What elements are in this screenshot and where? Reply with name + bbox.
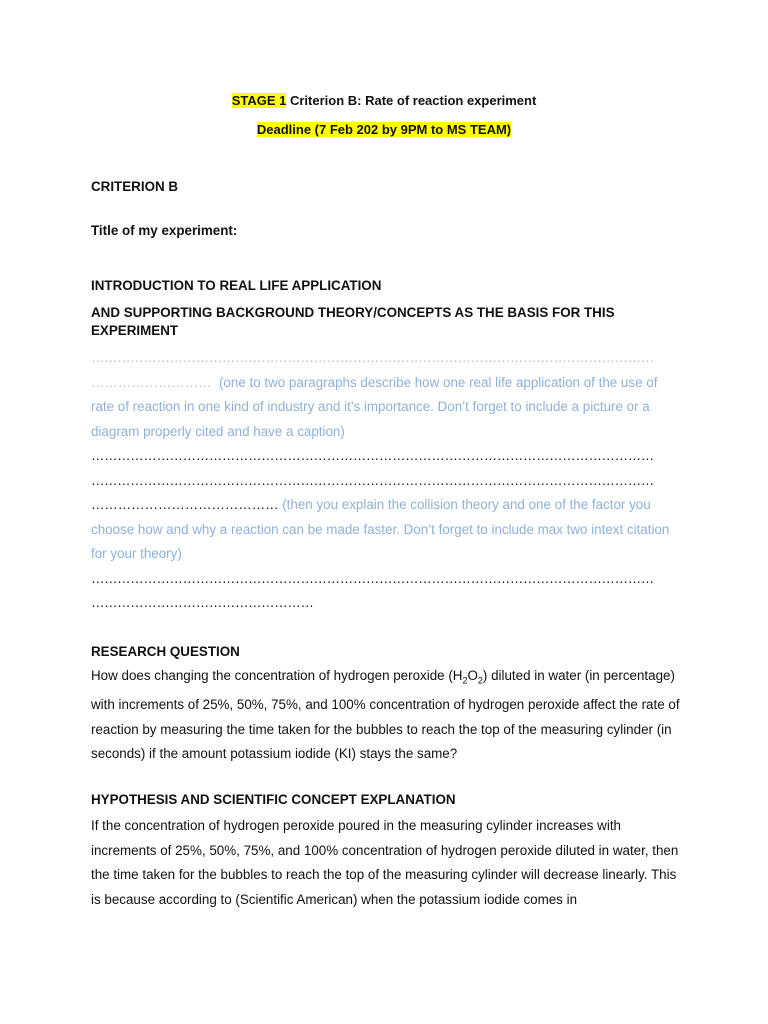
dotted-line: …………………………………………………………………………………………………………………: [91, 350, 654, 365]
research-text-start: How does changing the concentration of hydrogen peroxide (H: [91, 668, 463, 683]
intro-heading-1: INTRODUCTION TO REAL LIFE APPLICATION: [91, 278, 382, 293]
research-text-end: ) diluted in water (in percentage) with increments of 25%, 50%, 75%, and 100% concentration of hydrogen peroxide affect the rate of reaction by measuring the time taken for the bubbles to reach the top of the measuring cylinder (in seconds) if the amount potassium iodide (KI) stays the same?: [91, 668, 680, 762]
deadline-text: Deadline (7 Feb 202 by 9PM to MS TEAM): [256, 122, 512, 137]
guidance-paragraph-1: [91, 371, 681, 445]
stage-label: STAGE 1: [231, 93, 287, 108]
stage-title-line: [0, 93, 768, 108]
guidance-text-1: (one to two paragraphs describe how one real life application of the use of rate of reaction in one kind of industry and it’s importance. Don’t forget to include a picture or a diagram properly cited and have a caption): [91, 374, 658, 439]
research-text-mid: O: [467, 668, 478, 683]
dotted-line: …………………………………………………………………………………………………………………: [91, 570, 654, 586]
research-question-text: [91, 664, 681, 767]
criterion-heading: CRITERION B: [91, 179, 179, 194]
title-rest: Criterion B: Rate of reaction experiment: [286, 93, 537, 108]
dotted-fill: ………………………: [91, 374, 212, 390]
subscript: 2: [477, 675, 483, 686]
research-heading: RESEARCH QUESTION: [91, 644, 240, 659]
guidance-paragraph-2: [91, 493, 681, 567]
subscript: 2: [462, 675, 468, 686]
dotted-line: ……………………………………………: [91, 595, 314, 610]
intro-body: [91, 346, 681, 616]
experiment-title-label: Title of my experiment:: [91, 223, 238, 238]
hypothesis-text: If the concentration of hydrogen peroxide poured in the measuring cylinder increases with increments of 25%, 50%, 75%, and 100% concentration of hydrogen peroxide diluted in water, then the time taken for the bubbles to reach the top of the measuring cylinder will decrease linearly. This is because according to (Scientific American) when the potassium iodide comes in: [91, 818, 679, 907]
guidance-text-2: (then you explain the collision theory and one of the factor you choose how and why a reaction can be made faster. Don’t forget to include max two intext citation for your theory): [91, 497, 670, 561]
hypothesis-heading: HYPOTHESIS AND SCIENTIFIC CONCEPT EXPLANATION: [91, 792, 456, 807]
dotted-line: …………………………………………………………………………………………………………………: [91, 448, 654, 463]
intro-heading-2: AND SUPPORTING BACKGROUND THEORY/CONCEPTS AS THE BASIS FOR THIS EXPERIMENT: [91, 305, 615, 338]
dotted-fill: ……………………………………: [91, 497, 279, 512]
deadline-line: [0, 122, 768, 137]
dotted-line: …………………………………………………………………………………………………………………: [91, 472, 654, 488]
